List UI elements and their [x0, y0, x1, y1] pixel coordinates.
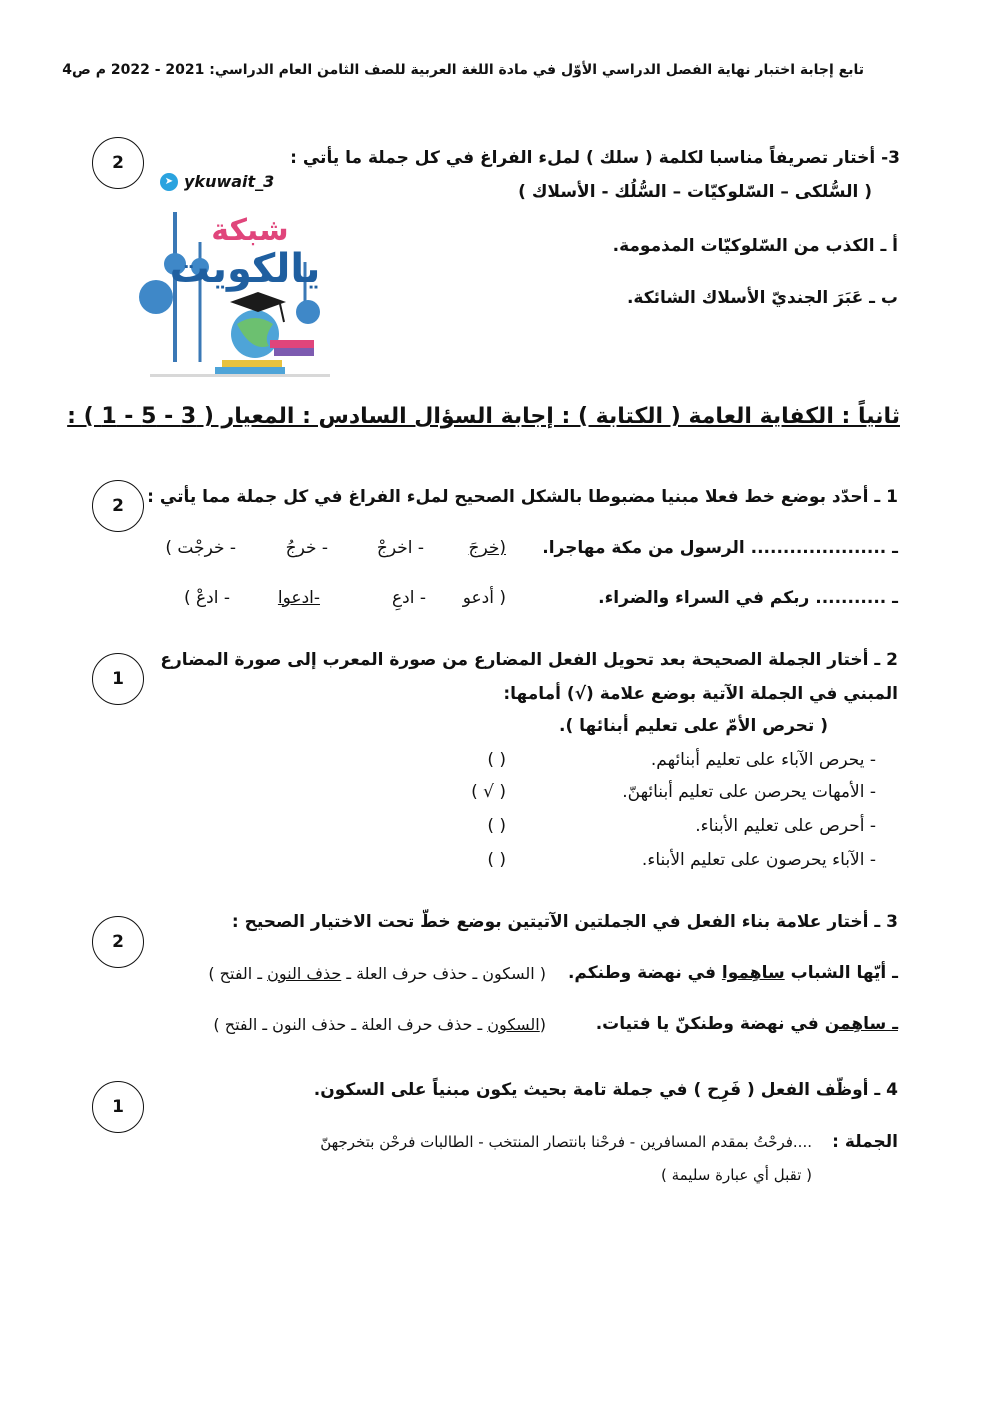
q3b-s1-pre: ـ أيّها الشباب [784, 963, 898, 983]
q2-option-text: - أحرص على تعليم الأبناء. [695, 816, 876, 836]
q1-option: - خرجُ [285, 538, 328, 558]
q1-option: - ادعْ ) [183, 588, 230, 608]
score-value: 1 [112, 669, 124, 689]
q1-option [469, 538, 507, 558]
q1-option: - اخرجْ [376, 538, 424, 558]
q3a-prompt: 3- أختار تصريفاً مناسبا لكلمة ( سلك ) لملء الفراغ في كل جملة ما يأتي : [290, 148, 900, 168]
q3a-choices: ( السُّلكى – السّلوكيّات – السُّلُك - الأسلاك ) [518, 182, 872, 202]
q2-option-mark: ( ) [487, 850, 506, 870]
q3b-sentence-2 [596, 1014, 898, 1034]
kuwait-network-logo [130, 172, 335, 387]
logo-main-text: يالكويت [169, 246, 321, 292]
q1-option-correct: -ادعوا [277, 588, 320, 608]
q4-answer: ....فرحْتُ بمقدم المسافرين - فرحْنا بانتصار المنتخب - الطالبات فرحْن بتخرجهنّ [320, 1133, 812, 1151]
q2-option-mark: ( ) [487, 816, 506, 836]
q2-option-mark: ( ) [487, 750, 506, 770]
q2-option-text: - الآباء يحرصون على تعليم الأبناء. [641, 850, 876, 870]
q2-option-text: - الأمهات يحرصن على تعليم أبنائهنّ. [622, 782, 876, 802]
q1-option: - خرجْت ) [165, 538, 236, 558]
score-circle-q2 [92, 653, 144, 705]
q3b-s1-options-post: ـ الفتح ) [208, 964, 263, 983]
q3b-s2-options-post: ـ حذف حرف العلة ـ حذف النون ـ الفتح ) [213, 1015, 483, 1034]
q3b-s2-verb: ـ ساهِمن [824, 1014, 898, 1034]
q1-option: - ادعِ [392, 588, 426, 608]
q4-note: ( تقبل أي عبارة سليمة ) [660, 1166, 812, 1184]
score-value: 2 [112, 932, 124, 952]
q3b-sentence-1 [568, 963, 898, 983]
score-circle-q4 [92, 1081, 144, 1133]
q3b-s1-options-pre: ( السكون ـ حذف حرف العلة ـ [346, 964, 546, 983]
score-circle-q1 [92, 480, 144, 532]
q2-sentence: ( تحرص الأمّ على تعليم أبنائها ). [559, 716, 828, 736]
section-title: ثانياً : الكفاية العامة ( الكتابة ) : إجابة السؤال السادس : المعيار ( 3 - 5 - 1 ) : [67, 404, 900, 429]
score-value: 2 [112, 496, 124, 516]
q1-option [278, 588, 320, 608]
q1-option-correct: (خرجَ [468, 538, 506, 558]
q3b-s1-options [208, 964, 546, 983]
q1-sentence-1: ـ ..................... الرسول من مكة مهاجرا. [542, 538, 898, 558]
q1-prompt: 1 ـ أحدّد بوضع خط فعلا مبنيا مضبوطا بالشكل الصحيح لملء الفراغ في كل جملة مما يأتي : [147, 487, 898, 507]
telegram-icon: ➤ [160, 173, 178, 191]
q2-prompt-line1: 2 ـ أختار الجملة الصحيحة بعد تحويل الفعل المضارع من صورة المعرب إلى صورة المضارع [160, 650, 898, 670]
q3b-s2-options-open: ( [539, 1015, 546, 1034]
score-value: 1 [112, 1097, 124, 1117]
q3b-s1-verb: ساهِموا [721, 963, 785, 983]
q3b-s1-post: في نهضة وطنكم. [567, 963, 722, 983]
q3a-answer-a: أ ـ الكذب من السّلوكيّات المذمومة. [612, 236, 898, 256]
q1-sentence-2: ـ ........... ربكم في السراء والضراء. [598, 588, 898, 608]
q2-option-text: - يحرص الآباء على تعليم أبنائهم. [650, 750, 876, 770]
q2-option-mark: ( √ ) [471, 782, 506, 802]
q3b-s2-post: في نهضة وطنكنّ يا فتيات. [595, 1014, 825, 1034]
score-circle-q3b [92, 916, 144, 968]
score-value: 2 [112, 153, 124, 173]
q3a-answer-b: ب ـ عَبَرَ الجنديّ الأسلاك الشائكة. [626, 288, 898, 308]
page-header: تابع إجابة اختبار نهاية الفصل الدراسي الأوّل في مادة اللغة العربية للصف الثامن العام الدراسي: 2021 - 2022 م ص4 [62, 62, 864, 78]
q2-prompt-line2: المبني في الجملة الآتية بوضع علامة (√) أمامها: [503, 684, 898, 704]
q3b-s1-options-answer: حذف النون [267, 964, 342, 983]
q4-prompt: 4 ـ أوظّف الفعل ( فَرِح ) في جملة تامة بحيث يكون مبنياً على السكون. [313, 1080, 898, 1100]
q3b-s2-options-answer: السكون [487, 1015, 540, 1034]
telegram-handle: ykuwait_3 [184, 172, 275, 191]
q1-option: ( أدعو [462, 588, 506, 608]
q3b-s2-options [213, 1015, 546, 1034]
q4-label: الجملة : [832, 1132, 898, 1152]
logo-top-text: شبكة [211, 213, 289, 248]
q3b-prompt: 3 ـ أختار علامة بناء الفعل في الجملتين الآتيتين بوضع خطّ تحت الاختيار الصحيح : [231, 912, 898, 932]
